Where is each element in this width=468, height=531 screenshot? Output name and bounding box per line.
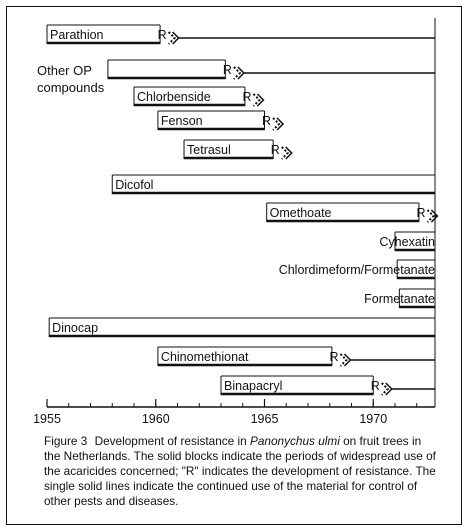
caption-text-after: on fruit trees in the Netherlands. The solid blocks indicate the periods of widespread use of the acaricides concerned; "R" indicates the development of resistance. The single solid lines indicate the continued use of the material for control of other pests and diseases.: [44, 434, 436, 508]
resistance-marker: R: [222, 63, 232, 77]
x-tick-label: 1955: [33, 412, 61, 426]
row-chlordimeform-formetanate: [279, 260, 435, 279]
row-label: Chlorbenside: [137, 90, 211, 104]
row-fenson: [158, 111, 283, 130]
row-dinocap: [49, 318, 435, 337]
row-label: Tetrasul: [187, 143, 231, 157]
resistance-arrow: [340, 354, 350, 366]
x-tick-label: 1965: [250, 412, 279, 426]
resistance-arrow: [282, 147, 292, 159]
row-label: Parathion: [50, 28, 104, 42]
species-name: Panonychus ulmi: [249, 434, 340, 448]
row-label: Chlordimeform/Formetanate: [278, 263, 435, 277]
row-label: Formetanate: [364, 292, 435, 306]
resistance-arrow: [253, 94, 263, 106]
row-dicofol: [112, 175, 435, 194]
resistance-arrow: [234, 67, 244, 79]
timeline-rows: [37, 25, 437, 395]
resistance-marker: R: [270, 143, 280, 157]
row-label: Binapacryl: [224, 379, 283, 393]
row-tetrasul: [184, 140, 292, 159]
resistance-marker: R: [329, 350, 339, 364]
figure-caption: [44, 434, 439, 509]
row-binapacryl: [221, 376, 435, 395]
row-label: Dicofol: [115, 178, 154, 192]
row-label: Chinomethionat: [160, 350, 249, 364]
row-label-line: compounds: [37, 80, 105, 95]
resistance-marker: R: [416, 206, 426, 220]
x-tick-label: 1970: [359, 412, 388, 426]
row-chinomethionat: [158, 347, 435, 366]
row-chlorbenside: [134, 87, 263, 106]
caption-text-before: Development of resistance in: [94, 434, 247, 448]
row-other-op-compounds: [37, 60, 435, 95]
resistance-arrow: [169, 32, 179, 44]
row-label: Omethoate: [269, 206, 332, 220]
row-formetanate: [364, 289, 435, 308]
resistance-marker: R: [262, 114, 272, 128]
row-label: Cyhexatin: [379, 235, 435, 249]
row-label-line: Other OP: [37, 63, 92, 78]
figure-label: Figure 3: [44, 434, 88, 448]
x-tick-label: 1960: [141, 412, 170, 426]
resistance-arrow: [382, 383, 392, 395]
resistance-arrow: [273, 118, 283, 130]
row-cyhexatin: [379, 232, 435, 251]
resistance-marker: R: [242, 90, 252, 104]
row-omethoate: [267, 203, 438, 222]
row-label: Dinocap: [52, 321, 99, 335]
row-label: Fenson: [160, 114, 203, 128]
resistance-marker: R: [370, 379, 380, 393]
row-parathion: [47, 25, 435, 44]
resistance-marker: R: [157, 28, 167, 42]
